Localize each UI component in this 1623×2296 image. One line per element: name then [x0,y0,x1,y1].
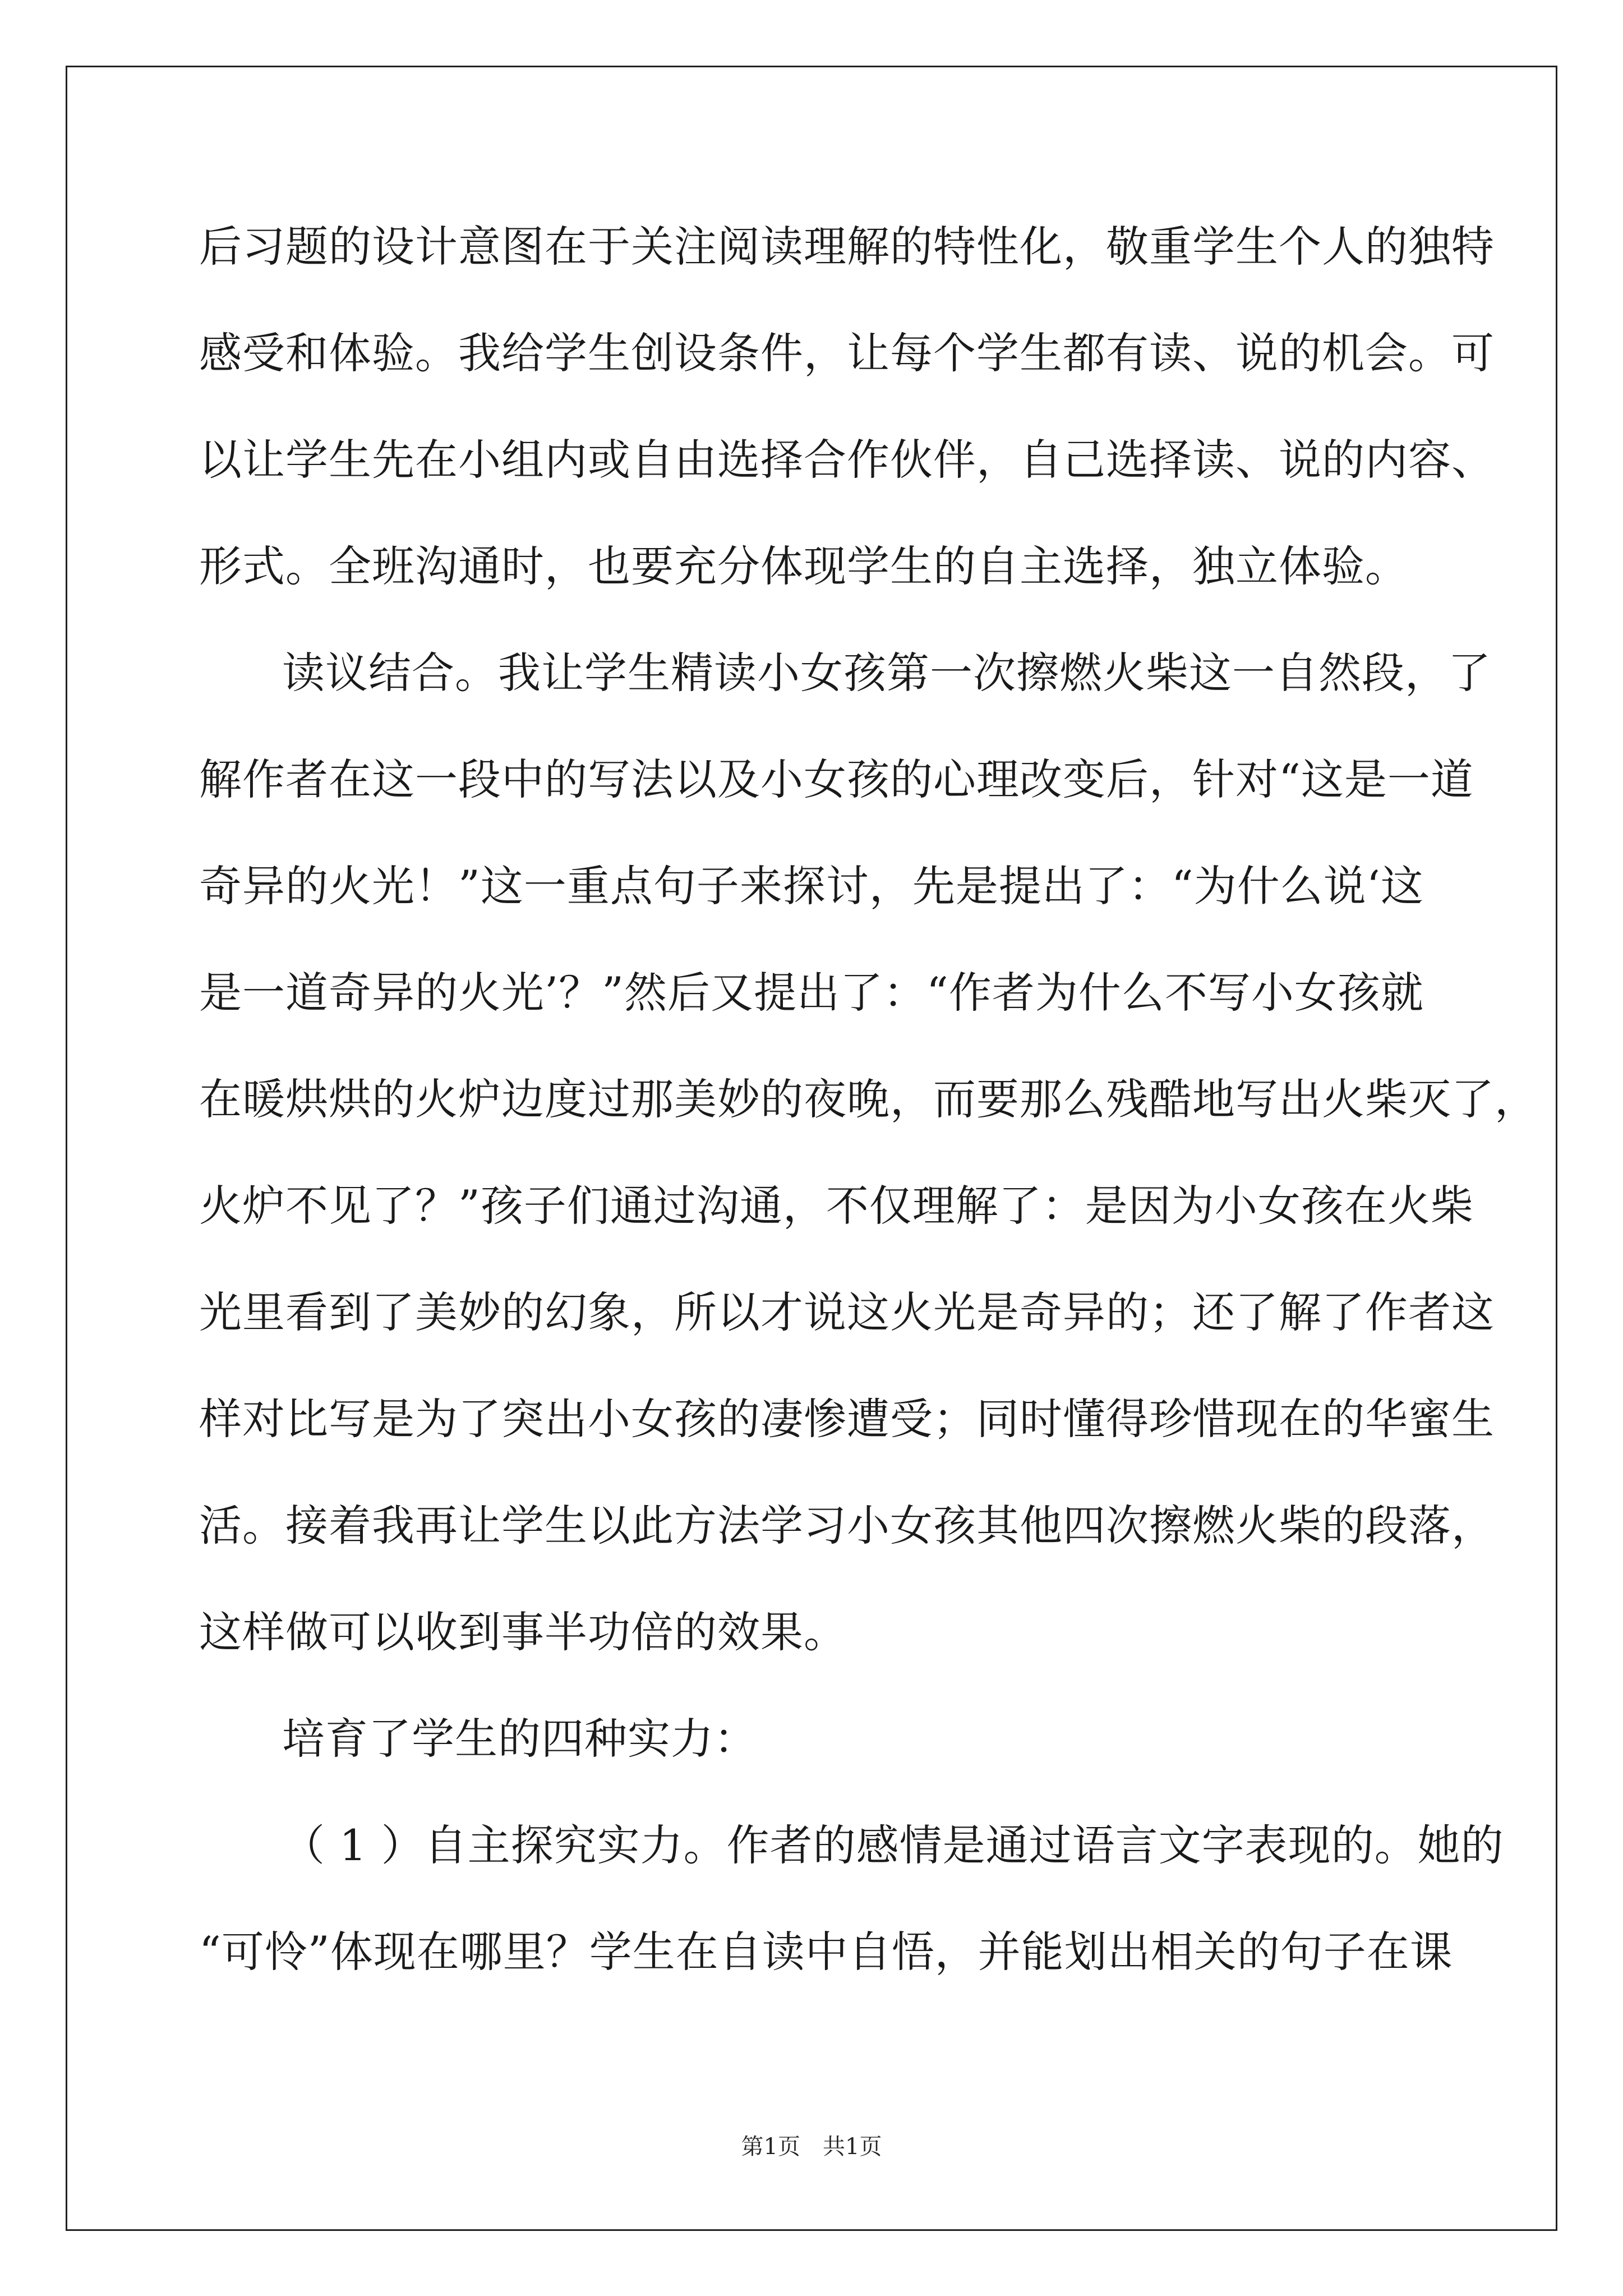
text-line: 活。接着我再让学生以此方法学习小女孩其他四次擦燃火柴的段落， [199,1501,1495,1550]
text-line: 样对比写是为了突出小女孩的凄惨遭受；同时懂得珍惜现在的华蜜生 [199,1394,1495,1444]
document-body [199,213,1538,2025]
text-line: 奇异的火光！”这一重点句子来探讨，先是提出了：“为什么说‘这 [199,861,1424,911]
text-line: 解作者在这一段中的写法以及小女孩的心理改变后，针对“这是一道 [199,754,1474,804]
text-line: 感受和体验。我给学生创设条件，让每个学生都有读、说的机会。可 [199,328,1495,378]
text-line: 光里看到了美妙的幻象，所以才说这火光是奇异的；还了解了作者这 [199,1287,1495,1337]
text-line: 在暖烘烘的火炉边度过那美妙的夜晚，而要那么残酷地写出火柴灭了， [199,1074,1538,1124]
text-line: 这样做可以收到事半功倍的效果。 [199,1607,847,1657]
text-line: “可怜”体现在哪里？学生在自读中自悟，并能划出相关的句子在课 [199,1927,1453,1977]
text-line: 是一道奇异的火光’？”然后又提出了：“作者为什么不写小女孩就 [199,968,1424,1018]
paragraph-start: 读议结合。我让学生精读小女孩第一次擦燃火柴这一自然段，了 [282,648,1491,698]
text-line: 以让学生先在小组内或自由选择合作伙伴，自己选择读、说的内容、 [199,435,1495,485]
text-line: 火炉不见了？”孩子们通过沟通，不仅理解了：是因为小女孩在火柴 [199,1181,1474,1231]
text-line: 后习题的设计意图在于关注阅读理解的特性化，敬重学生个人的独特 [199,222,1495,272]
text-line: 形式。全班沟通时，也要充分体现学生的自主选择，独立体验。 [199,541,1408,591]
page-footer: 第1页 共1页 [741,2134,882,2160]
paragraph-start: 培育了学生的四种实力： [282,1714,757,1764]
paragraph-start: （ 1 ）自主探究实力。作者的感情是通过语言文字表现的。她的 [282,1820,1504,1870]
